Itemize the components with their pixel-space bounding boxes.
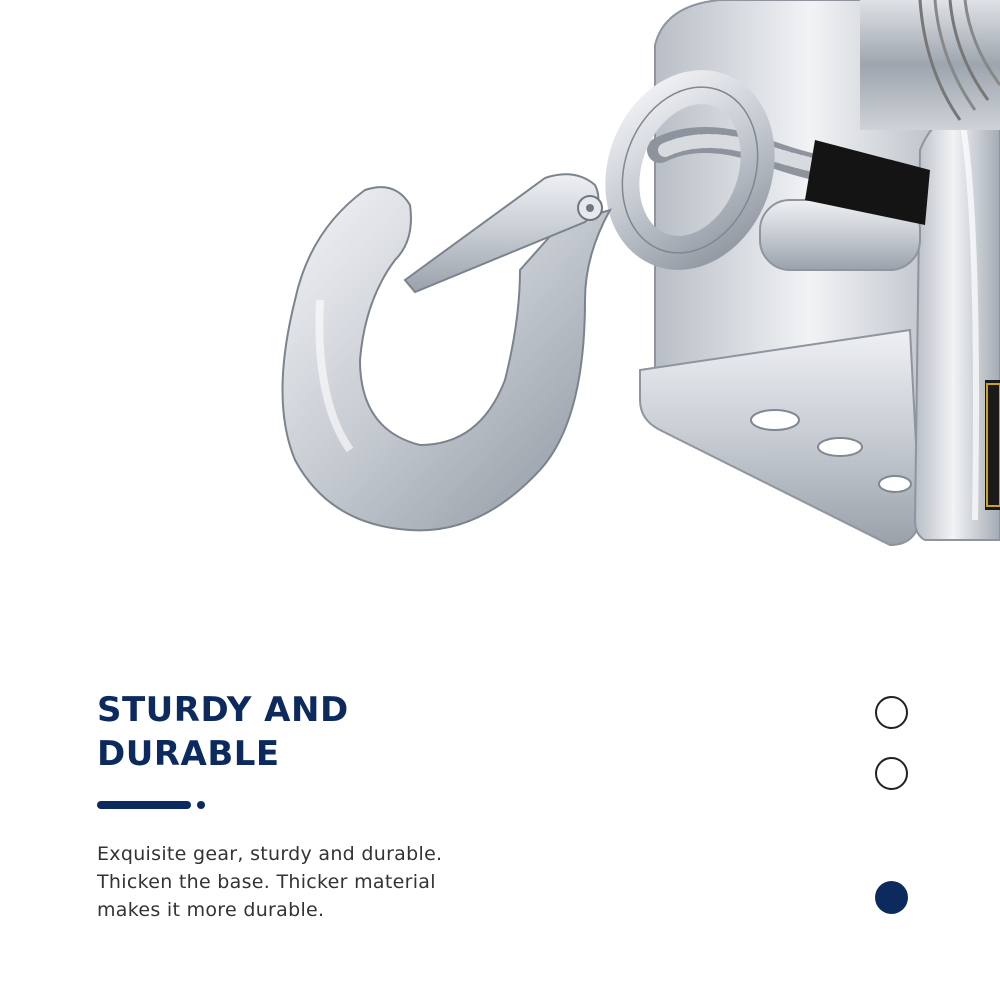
- description-line-3: makes it more durable.: [97, 899, 325, 921]
- accent-bar: [97, 801, 191, 809]
- description: [97, 840, 517, 924]
- pager-dot-3-active[interactable]: [875, 881, 908, 914]
- headline: [97, 688, 349, 776]
- pager-dot-2[interactable]: [875, 757, 908, 790]
- headline-line-2: DURABLE: [97, 734, 280, 774]
- headline-line-1: STURDY AND: [97, 690, 349, 730]
- accent-dot: [197, 801, 205, 809]
- pager-dot-1[interactable]: [875, 696, 908, 729]
- description-line-1: Exquisite gear, sturdy and durable.: [97, 843, 443, 865]
- description-line-2: Thicken the base. Thicker material: [97, 871, 436, 893]
